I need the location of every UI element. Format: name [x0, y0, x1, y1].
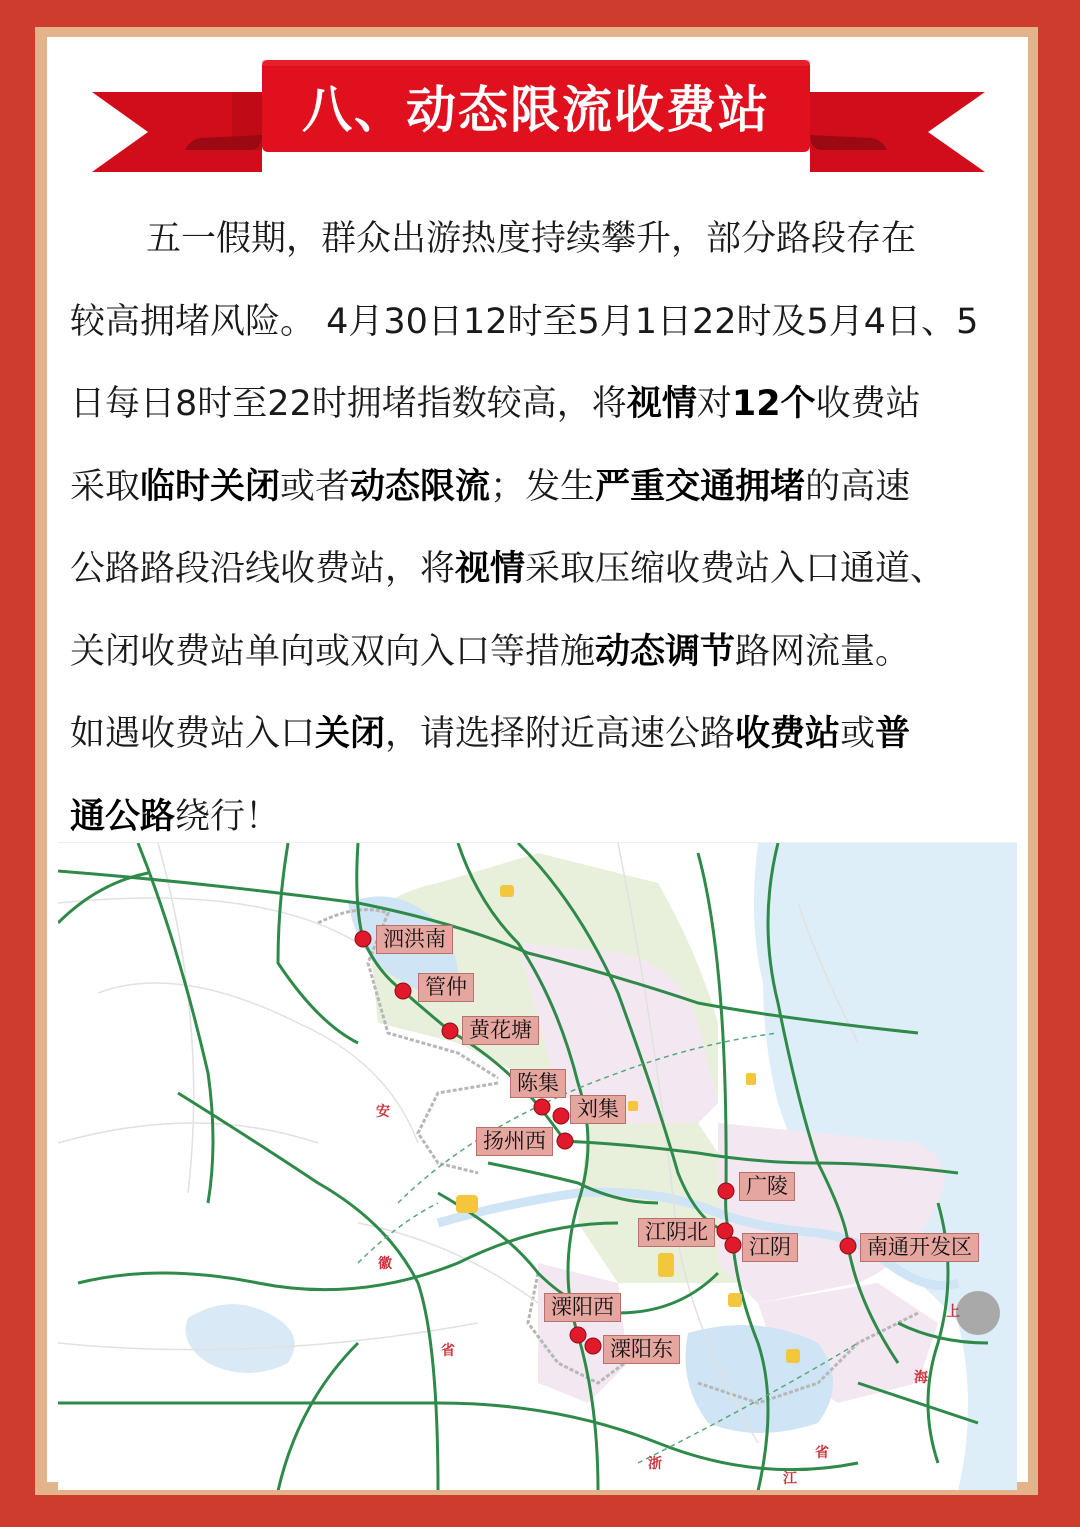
- emphasis-text: 关闭: [315, 714, 386, 754]
- body-text: ，请选择附近高速公路: [385, 714, 736, 754]
- page-title: 八、动态限流收费站: [302, 81, 770, 139]
- body-text: 公路路段沿线收费站，将: [70, 549, 456, 589]
- station-label: 江阴: [742, 1233, 798, 1262]
- article-line: [70, 446, 1010, 529]
- emphasis-text: 严重交通拥堵: [595, 466, 806, 507]
- article-line: [70, 363, 1010, 446]
- station-marker-icon: [442, 1023, 459, 1040]
- body-text: ；发生: [490, 466, 596, 507]
- station-label: 江阴北: [638, 1218, 715, 1247]
- body-text: 采取: [70, 466, 141, 507]
- station-label: 扬州西: [476, 1127, 553, 1156]
- body-text: 的高速: [805, 466, 911, 507]
- station-marker-icon: [718, 1183, 735, 1200]
- station-marker-icon: [840, 1238, 857, 1255]
- station-label: 泗洪南: [376, 925, 453, 954]
- emphasis-text: 视情: [626, 384, 697, 424]
- station-label: 管仲: [418, 973, 474, 1002]
- body-text: 或者: [280, 466, 351, 507]
- emphasis-text: 动态调节: [595, 631, 736, 672]
- station-marker-icon: [534, 1099, 551, 1116]
- body-text: 对: [696, 384, 732, 424]
- body-text: 五一假期，群众出游热度持续攀升，部分路段存在: [146, 219, 917, 259]
- body-text: 如遇收费站入口: [70, 714, 316, 754]
- article-line: [70, 693, 1010, 776]
- station-label: 刘集: [570, 1095, 626, 1124]
- province-label: 省: [815, 1445, 829, 1461]
- province-label: 海: [914, 1370, 928, 1386]
- title-ribbon: [0, 0, 1080, 200]
- station-marker-icon: [725, 1237, 742, 1254]
- station-label: 黄花塘: [462, 1016, 539, 1045]
- station-label: 南通开发区: [860, 1233, 979, 1262]
- body-text: 日每日8时至22时拥堵指数较高，将: [70, 384, 627, 424]
- province-label: 徽: [378, 1256, 392, 1272]
- station-label: 陈集: [510, 1069, 566, 1098]
- province-label: 安: [376, 1104, 390, 1120]
- toll-station-map: [58, 842, 1017, 1490]
- body-text: 采取压缩收费站入口通道、: [525, 549, 946, 589]
- body-text: 绕行！: [175, 796, 281, 837]
- station-label: 广陵: [739, 1172, 795, 1201]
- body-text: 关闭收费站单向或双向入口等措施: [70, 631, 596, 672]
- emphasis-text: 通公路: [70, 796, 176, 837]
- emphasis-text: 临时关闭: [140, 466, 281, 507]
- body-text: 收费站: [815, 384, 921, 424]
- station-marker-icon: [395, 983, 412, 1000]
- station-label: 溧阳西: [544, 1293, 621, 1322]
- station-marker-icon: [355, 931, 372, 948]
- article-line: [70, 281, 1010, 364]
- body-text: 路网流量。: [735, 631, 911, 672]
- article-body: [70, 198, 1010, 858]
- province-label: 省: [441, 1343, 455, 1359]
- body-text: 或: [840, 714, 876, 754]
- province-label: 江: [783, 1471, 797, 1487]
- map-base: [58, 843, 1017, 1490]
- province-label: 上: [946, 1304, 960, 1320]
- station-marker-icon: [585, 1338, 602, 1355]
- emphasis-text: 收费站: [735, 714, 841, 754]
- article-line: [70, 528, 1010, 611]
- station-marker-icon: [553, 1108, 570, 1125]
- emphasis-text: 普: [875, 714, 911, 754]
- station-marker-icon: [557, 1133, 574, 1150]
- province-label: 浙: [648, 1456, 662, 1472]
- emphasis-text: 动态限流: [350, 466, 491, 507]
- body-text: 较高拥堵风险。 4月30日12时至5月1日22时及5月4日、5: [70, 301, 979, 342]
- emphasis-text: 12个: [731, 384, 816, 424]
- station-label: 溧阳东: [603, 1335, 680, 1364]
- article-line: [70, 198, 1010, 281]
- station-marker-icon: [570, 1327, 587, 1344]
- article-line: [70, 611, 1010, 694]
- emphasis-text: 视情: [455, 549, 526, 589]
